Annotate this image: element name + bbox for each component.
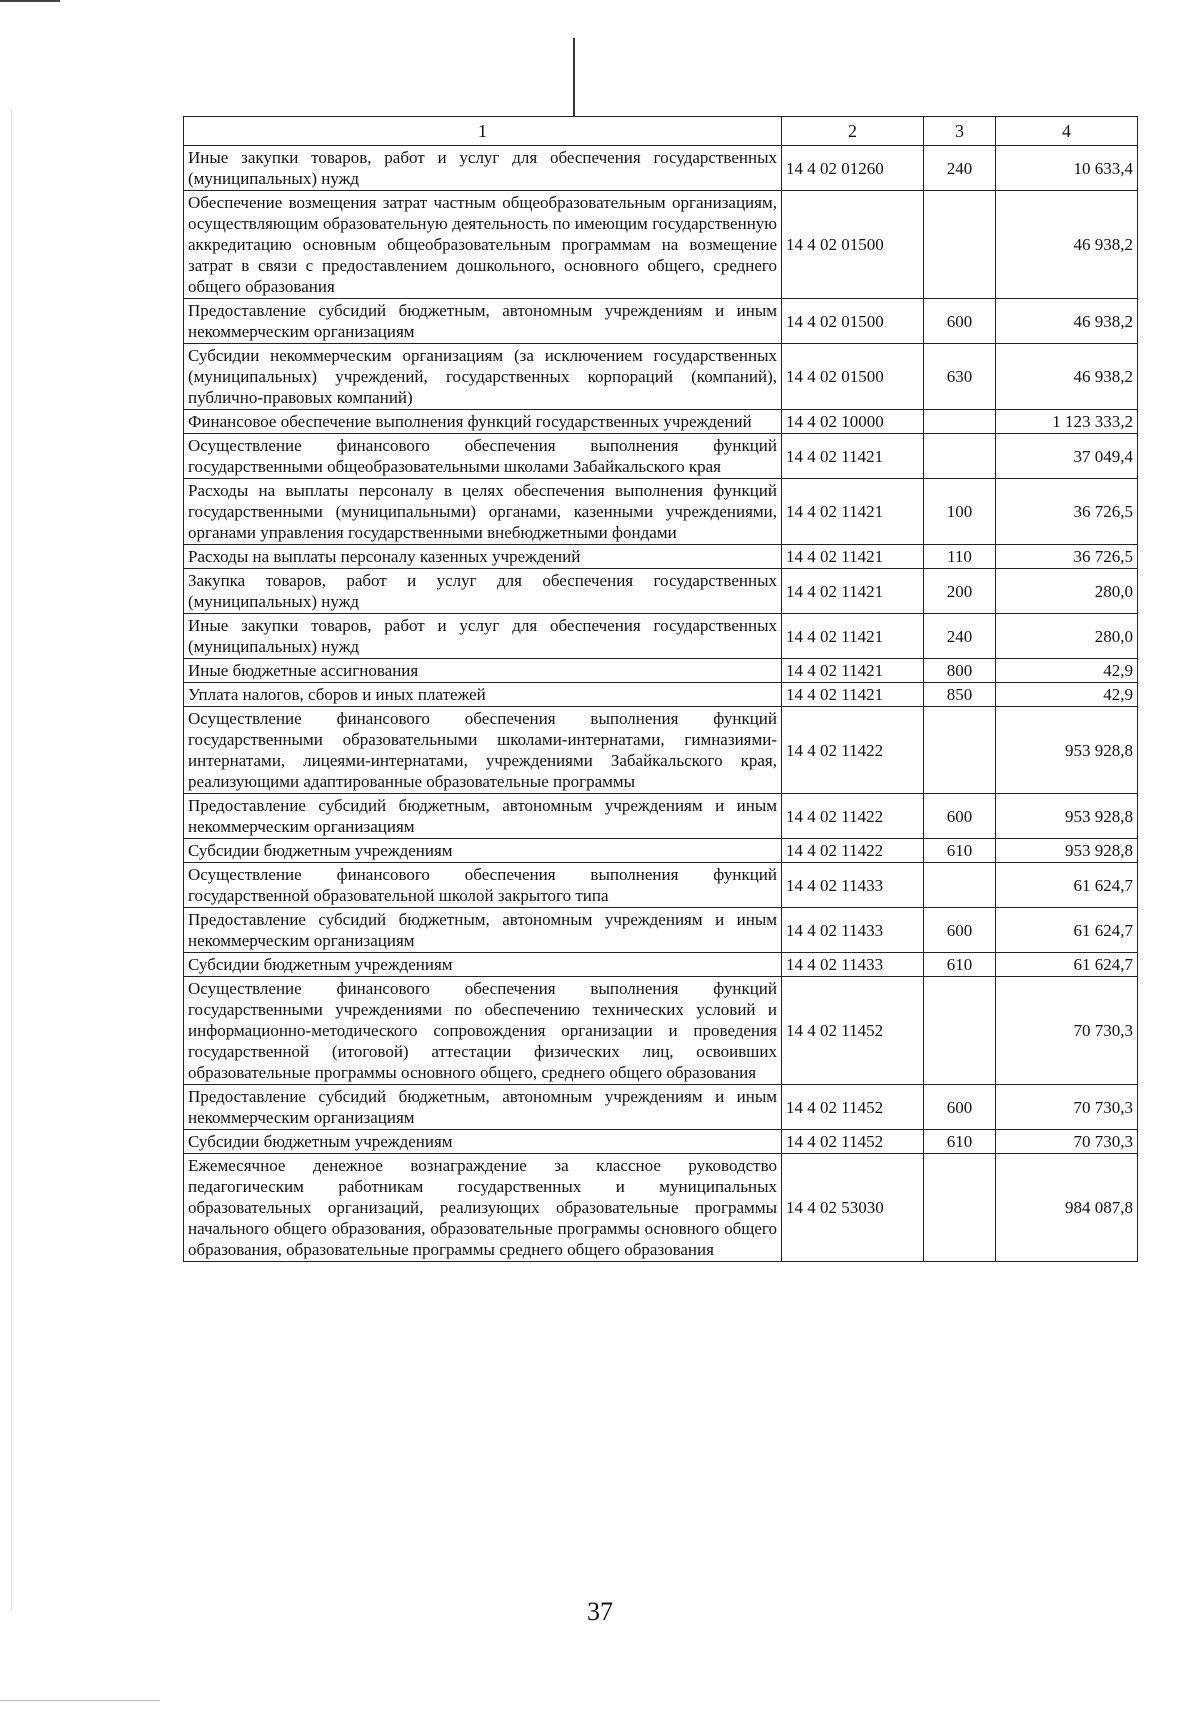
table-row — [184, 614, 1138, 659]
row-expense-type: 800 — [924, 659, 996, 683]
row-target-code: 14 4 02 11452 — [782, 977, 924, 1085]
row-target-code: 14 4 02 11452 — [782, 1130, 924, 1154]
row-target-code: 14 4 02 11422 — [782, 839, 924, 863]
row-description: Уплата налогов, сборов и иных платежей — [184, 683, 782, 707]
row-description: Иные закупки товаров, работ и услуг для обеспечения государственных (муниципальных) нужд — [184, 146, 782, 191]
table-row — [184, 569, 1138, 614]
row-description: Финансовое обеспечение выполнения функций государственных учреждений — [184, 410, 782, 434]
row-expense-type: 850 — [924, 683, 996, 707]
row-target-code: 14 4 02 01500 — [782, 299, 924, 344]
row-expense-type: 240 — [924, 146, 996, 191]
row-amount: 46 938,2 — [996, 299, 1138, 344]
table-row — [184, 908, 1138, 953]
header-col-3: 3 — [924, 117, 996, 146]
row-description: Обеспечение возмещения затрат частным общеобразовательным организациям, осуществляющим образовательную деятельность по имеющим государственную аккредитацию основным общеобразовательным программам на возмещение затрат в связи с предоставлением дошкольного, основного общего, среднего общего образования — [184, 191, 782, 299]
row-description: Иные закупки товаров, работ и услуг для обеспечения государственных (муниципальных) нужд — [184, 614, 782, 659]
table-row — [184, 863, 1138, 908]
row-description: Предоставление субсидий бюджетным, автономным учреждениям и иным некоммерческим организациям — [184, 299, 782, 344]
row-description: Расходы на выплаты персоналу в целях обеспечения выполнения функций государственными (муниципальными) органами, казенными учреждениями, органами управления государственными внебюджетными фондами — [184, 479, 782, 545]
row-description: Субсидии бюджетным учреждениям — [184, 1130, 782, 1154]
scan-artifact-left — [11, 110, 12, 1610]
row-amount: 61 624,7 — [996, 908, 1138, 953]
row-amount: 36 726,5 — [996, 545, 1138, 569]
row-expense-type — [924, 863, 996, 908]
row-amount: 61 624,7 — [996, 863, 1138, 908]
row-expense-type: 200 — [924, 569, 996, 614]
row-expense-type: 630 — [924, 344, 996, 410]
row-description: Осуществление финансового обеспечения выполнения функций государственными общеобразовательными школами Забайкальского края — [184, 434, 782, 479]
row-amount: 37 049,4 — [996, 434, 1138, 479]
row-amount: 984 087,8 — [996, 1154, 1138, 1262]
table-row — [184, 479, 1138, 545]
budget-table — [183, 116, 1138, 1262]
row-description: Субсидии некоммерческим организациям (за исключением государственных (муниципальных) учреждений, государственных корпораций (компаний), публично-правовых компаний) — [184, 344, 782, 410]
row-target-code: 14 4 02 11422 — [782, 707, 924, 794]
table-row — [184, 1154, 1138, 1262]
table-row — [184, 953, 1138, 977]
row-amount: 46 938,2 — [996, 344, 1138, 410]
row-amount: 36 726,5 — [996, 479, 1138, 545]
row-amount: 61 624,7 — [996, 953, 1138, 977]
row-target-code: 14 4 02 11433 — [782, 863, 924, 908]
row-description: Ежемесячное денежное вознаграждение за классное руководство педагогическим работникам государственных и муниципальных образовательных организаций, реализующих образовательные программы начального общего образования, образовательные программы основного общего образования, образовательные программы среднего общего образования — [184, 1154, 782, 1262]
row-expense-type: 240 — [924, 614, 996, 659]
row-target-code: 14 4 02 01500 — [782, 191, 924, 299]
row-target-code: 14 4 02 11421 — [782, 569, 924, 614]
row-expense-type: 600 — [924, 299, 996, 344]
row-target-code: 14 4 02 01260 — [782, 146, 924, 191]
row-expense-type — [924, 434, 996, 479]
row-expense-type — [924, 977, 996, 1085]
row-amount: 10 633,4 — [996, 146, 1138, 191]
row-target-code: 14 4 02 11421 — [782, 659, 924, 683]
table-row — [184, 683, 1138, 707]
page-number: 37 — [587, 1597, 613, 1626]
table-row — [184, 794, 1138, 839]
row-description: Субсидии бюджетным учреждениям — [184, 839, 782, 863]
table-row — [184, 659, 1138, 683]
row-description: Расходы на выплаты персоналу казенных учреждений — [184, 545, 782, 569]
row-amount: 70 730,3 — [996, 1130, 1138, 1154]
row-target-code: 14 4 02 01500 — [782, 344, 924, 410]
table-row — [184, 707, 1138, 794]
row-expense-type: 610 — [924, 839, 996, 863]
row-amount: 953 928,8 — [996, 794, 1138, 839]
row-description: Осуществление финансового обеспечения выполнения функций государственной образовательной школой закрытого типа — [184, 863, 782, 908]
table-row — [184, 1085, 1138, 1130]
row-amount: 46 938,2 — [996, 191, 1138, 299]
row-expense-type — [924, 191, 996, 299]
row-target-code: 14 4 02 53030 — [782, 1154, 924, 1262]
table-row — [184, 977, 1138, 1085]
row-target-code: 14 4 02 11421 — [782, 683, 924, 707]
table-row — [184, 545, 1138, 569]
row-amount: 280,0 — [996, 569, 1138, 614]
table-body — [184, 146, 1138, 1262]
row-expense-type: 610 — [924, 1130, 996, 1154]
row-expense-type: 610 — [924, 953, 996, 977]
row-expense-type: 600 — [924, 1085, 996, 1130]
table-row — [184, 146, 1138, 191]
row-target-code: 14 4 02 11421 — [782, 434, 924, 479]
row-description: Закупка товаров, работ и услуг для обеспечения государственных (муниципальных) нужд — [184, 569, 782, 614]
row-description: Осуществление финансового обеспечения выполнения функций государственными образовательными школами-интернатами, гимназиями-интернатами, лицеями-интернатами, учреждениями Забайкальского края, реализующими адаптированные образовательные программы — [184, 707, 782, 794]
row-expense-type — [924, 410, 996, 434]
row-expense-type — [924, 707, 996, 794]
row-description: Предоставление субсидий бюджетным, автономным учреждениям и иным некоммерческим организациям — [184, 794, 782, 839]
row-target-code: 14 4 02 11421 — [782, 545, 924, 569]
header-col-1: 1 — [184, 117, 782, 146]
row-description: Иные бюджетные ассигнования — [184, 659, 782, 683]
row-expense-type: 110 — [924, 545, 996, 569]
row-amount: 42,9 — [996, 659, 1138, 683]
row-amount: 70 730,3 — [996, 977, 1138, 1085]
row-amount: 953 928,8 — [996, 839, 1138, 863]
row-target-code: 14 4 02 11452 — [782, 1085, 924, 1130]
table-row — [184, 299, 1138, 344]
row-description: Предоставление субсидий бюджетным, автономным учреждениям и иным некоммерческим организациям — [184, 908, 782, 953]
row-amount: 70 730,3 — [996, 1085, 1138, 1130]
row-expense-type: 100 — [924, 479, 996, 545]
table-row — [184, 344, 1138, 410]
row-target-code: 14 4 02 11422 — [782, 794, 924, 839]
table-row — [184, 410, 1138, 434]
row-description: Субсидии бюджетным учреждениям — [184, 953, 782, 977]
row-target-code: 14 4 02 11421 — [782, 479, 924, 545]
row-target-code: 14 4 02 10000 — [782, 410, 924, 434]
fold-mark — [573, 38, 575, 116]
row-expense-type: 600 — [924, 794, 996, 839]
row-description: Осуществление финансового обеспечения выполнения функций государственными учреждениями по обеспечению технических условий и информационно-методического сопровождения организации и проведения государственной (итоговой) аттестации физических лиц, освоивших образовательные программы основного общего, среднего общего образования — [184, 977, 782, 1085]
table-row — [184, 839, 1138, 863]
row-expense-type — [924, 1154, 996, 1262]
row-target-code: 14 4 02 11421 — [782, 614, 924, 659]
row-amount: 42,9 — [996, 683, 1138, 707]
table-row — [184, 1130, 1138, 1154]
table-row — [184, 191, 1138, 299]
row-expense-type: 600 — [924, 908, 996, 953]
row-amount: 280,0 — [996, 614, 1138, 659]
row-amount: 1 123 333,2 — [996, 410, 1138, 434]
header-col-2: 2 — [782, 117, 924, 146]
scan-artifact-top — [0, 0, 60, 2]
table-header-row — [184, 117, 1138, 146]
scan-artifact-bottom — [0, 1700, 160, 1701]
table-row — [184, 434, 1138, 479]
header-col-4: 4 — [996, 117, 1138, 146]
row-amount: 953 928,8 — [996, 707, 1138, 794]
row-target-code: 14 4 02 11433 — [782, 953, 924, 977]
row-description: Предоставление субсидий бюджетным, автономным учреждениям и иным некоммерческим организациям — [184, 1085, 782, 1130]
row-target-code: 14 4 02 11433 — [782, 908, 924, 953]
